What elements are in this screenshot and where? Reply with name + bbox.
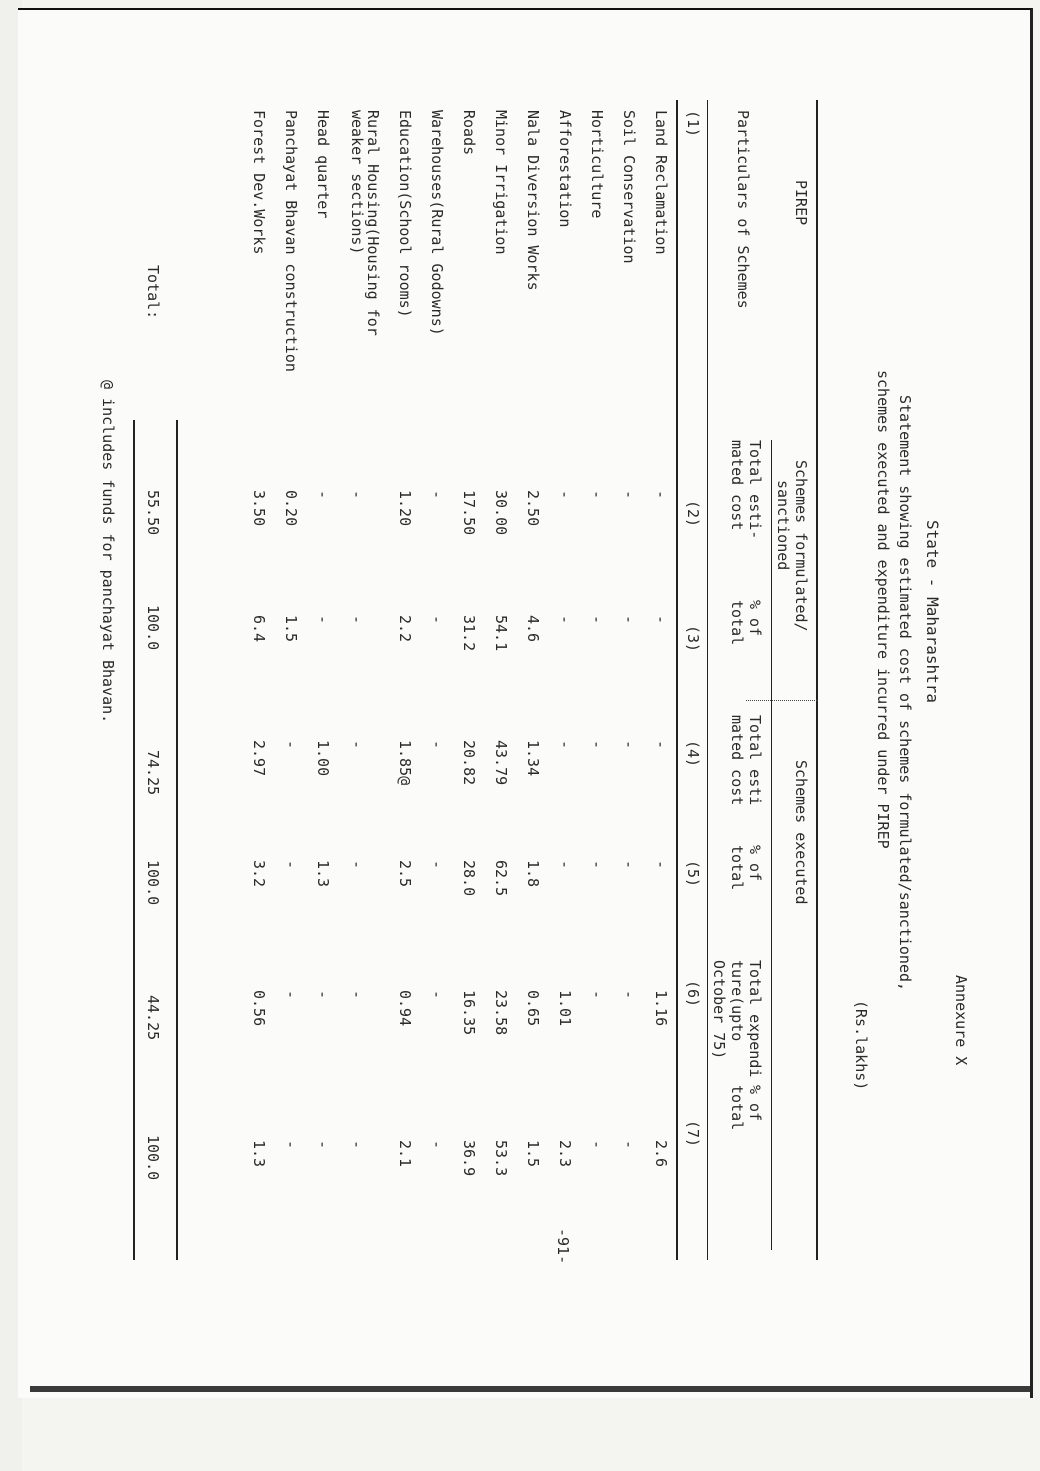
row-cell-c2: 30.00 [492,490,510,536]
row-cell-c5: - [282,860,300,870]
table-top-rule [816,100,818,1260]
row-cell-c5: - [348,860,366,870]
row-cell-c4: 1.34 [524,740,542,777]
row-cell-c5: 28.0 [460,860,478,897]
footnote: @ includes funds for panchayat Bhavan. [99,380,117,724]
row-cell-c4: - [282,740,300,750]
row-cell-c2: - [314,490,332,500]
row-cell-c4: 1.00 [314,740,332,777]
row-cell-c2: - [556,490,574,500]
col-num-7: (7) [684,1120,702,1148]
col-num-3: (3) [684,625,702,653]
row-particular: Nala Diversion Works [524,110,542,291]
row-cell-c3: 2.2 [396,615,414,643]
row-cell-c3: 31.2 [460,615,478,652]
row-cell-c6: - [314,990,332,1000]
col5-h2: total [728,845,746,891]
col3-h2: total [728,600,746,646]
col-group-sanctioned: sanctioned [774,480,792,571]
row-cell-c5: - [556,860,574,870]
row-cell-c6: 23.58 [492,990,510,1036]
row-cell-c5: - [620,860,638,870]
row-cell-c5: - [428,860,446,870]
row-cell-c3: - [652,615,670,625]
row-cell-c3: - [348,615,366,625]
col-group-pirep: PIREP [792,180,810,226]
col-group-formulated: Schemes formulated/ [792,460,810,632]
group-rule [771,440,772,1250]
row-particular: Forest Dev.Works [250,110,268,255]
row-particular-cont: weaker sections) [348,110,366,255]
total-top-rule [176,420,178,1260]
row-cell-c4: - [348,740,366,750]
col6-h2: ture(upto [728,960,746,1042]
row-cell-c7: 1.3 [250,1140,268,1168]
row-particular: Roads [460,110,478,156]
row-cell-c6: 0.94 [396,990,414,1027]
row-cell-c7: 2.1 [396,1140,414,1168]
row-cell-c2: 17.50 [460,490,478,536]
row-cell-c2: - [428,490,446,500]
row-particular: Head quarter [314,110,332,219]
col-num-5: (5) [684,860,702,888]
row-particular: Horticulture [588,110,606,219]
row-cell-c6: 0.56 [250,990,268,1027]
row-cell-c5: 1.8 [524,860,542,888]
row-cell-c4: 2.97 [250,740,268,777]
col3-h1: % of [746,600,764,637]
row-cell-c5: 2.5 [396,860,414,888]
row-cell-c7: - [314,1140,332,1150]
col2-h2: mated cost [728,440,746,531]
row-cell-c3: - [620,615,638,625]
col6-h1: Total expendi [746,960,764,1078]
row-cell-c6: - [282,990,300,1000]
col-num-6: (6) [684,980,702,1008]
col2-h1: Total esti- [746,440,764,540]
subtitle-line1: Statement showing estimated cost of schemes formulated/sanctioned, [896,395,914,992]
row-cell-c6: - [348,990,366,1000]
row-cell-c3: 54.1 [492,615,510,652]
row-particular: Afforestation [556,110,574,228]
row-particular: Land Reclamation [652,110,670,255]
col-particulars: Particulars of Schemes [734,110,752,309]
total-c2: 55.50 [144,490,162,536]
row-cell-c4: - [620,740,638,750]
row-cell-c4: - [588,740,606,750]
row-cell-c5: 1.3 [314,860,332,888]
row-cell-c2: 2.50 [524,490,542,527]
row-cell-c6: 16.35 [460,990,478,1036]
total-c6: 44.25 [144,995,162,1041]
total-c7: 100.0 [144,1135,162,1181]
row-cell-c4: 20.82 [460,740,478,786]
total-c3: 100.0 [144,605,162,651]
row-cell-c5: - [652,860,670,870]
row-cell-c5: - [588,860,606,870]
row-cell-c3: - [428,615,446,625]
row-cell-c5: 3.2 [250,860,268,888]
col-group-executed: Schemes executed [792,760,810,905]
row-cell-c6: 1.16 [652,990,670,1027]
row-particular: Soil Conservation [620,110,638,264]
total-bottom-rule [133,420,135,1260]
row-cell-c6: - [428,990,446,1000]
row-cell-c6: - [620,990,638,1000]
row-cell-c7: - [620,1140,638,1150]
row-cell-c7: 36.9 [460,1140,478,1177]
row-cell-c5: 62.5 [492,860,510,897]
unit-label: (Rs.lakhs) [852,1000,870,1091]
row-cell-c3: - [314,615,332,625]
col-num-2: (2) [684,500,702,528]
col7-h1: % of [746,1085,764,1122]
col7-h2: total [728,1085,746,1131]
row-cell-c2: - [652,490,670,500]
col6-h3: October 75) [710,960,728,1060]
header-separator [746,700,818,701]
row-cell-c2: 3.50 [250,490,268,527]
col4-h2: mated cost [728,715,746,806]
row-cell-c7: - [588,1140,606,1150]
row-cell-c3: 4.6 [524,615,542,643]
row-cell-c7: 53.3 [492,1140,510,1177]
row-cell-c7: - [282,1140,300,1150]
row-cell-c6: 1.01 [556,990,574,1027]
total-c5: 100.0 [144,860,162,906]
row-cell-c7: 2.6 [652,1140,670,1168]
numbers-rule [676,100,678,1260]
page-number: -91- [554,1228,572,1265]
row-cell-c3: 6.4 [250,615,268,643]
row-cell-c4: - [652,740,670,750]
annexure-label: Annexure X [952,975,970,1066]
row-cell-c3: 1.5 [282,615,300,643]
row-cell-c6: - [588,990,606,1000]
row-cell-c3: - [588,615,606,625]
row-cell-c3: - [556,615,574,625]
row-cell-c4: 43.79 [492,740,510,786]
col-num-1: (1) [684,110,702,138]
row-cell-c2: - [588,490,606,500]
row-cell-c7: - [348,1140,366,1150]
row-cell-c6: 0.65 [524,990,542,1027]
row-cell-c4: 1.85@ [396,740,414,786]
col4-h1: Total esti [746,715,764,806]
header-rule [707,100,708,1260]
row-cell-c2: - [348,490,366,500]
row-cell-c4: - [556,740,574,750]
row-cell-c7: - [428,1140,446,1150]
col5-h1: % of [746,845,764,882]
state-title: State - Maharashtra [923,520,942,704]
row-cell-c4: - [428,740,446,750]
row-particular: Warehouses(Rural Godowns) [428,110,446,336]
row-cell-c7: 2.3 [556,1140,574,1168]
row-cell-c7: 1.5 [524,1140,542,1168]
total-c4: 74.25 [144,750,162,796]
col-num-4: (4) [684,740,702,768]
row-cell-c2: 1.20 [396,490,414,527]
row-particular: Education(School rooms) [396,110,414,318]
row-particular: Minor Irrigation [492,110,510,255]
subtitle-line2: schemes executed and expenditure incurred under PIREP [874,370,892,849]
row-particular: Panchayat Bhavan construction [282,110,300,372]
row-cell-c2: - [620,490,638,500]
row-cell-c2: 0.20 [282,490,300,527]
total-label: Total: [144,265,162,320]
row-particular: Rural Housing(Housing for [364,110,382,336]
